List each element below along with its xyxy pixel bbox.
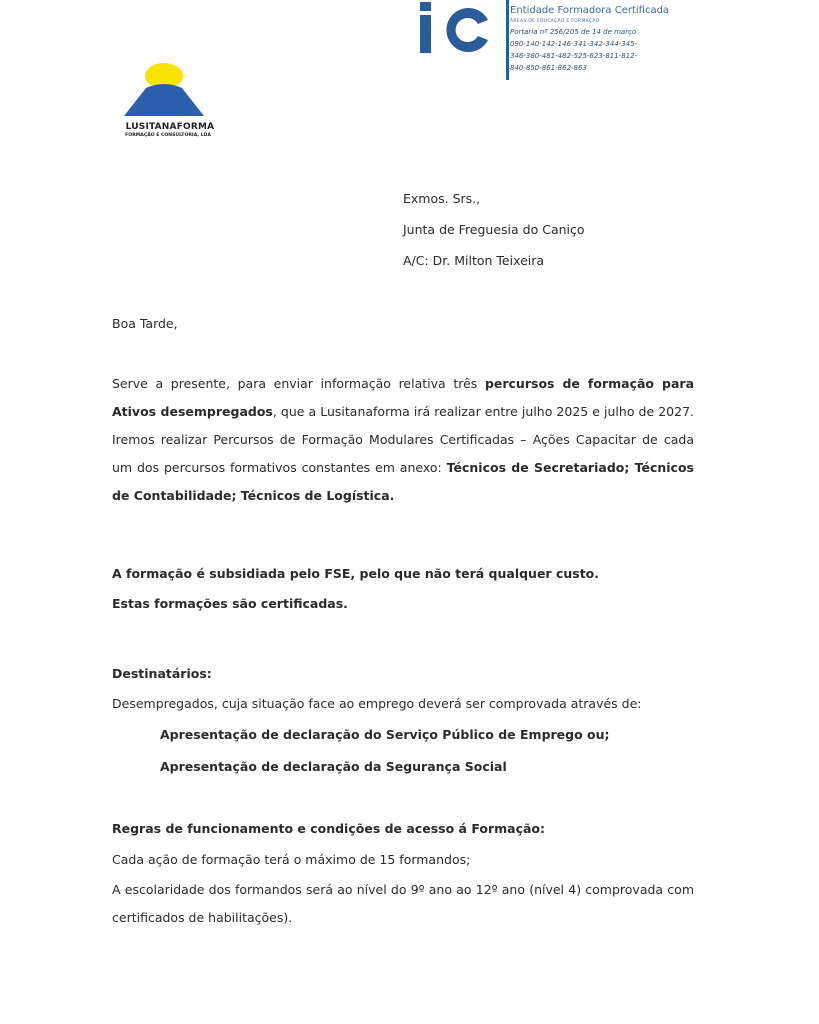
certified-note: Estas formações são certificadas.	[112, 596, 348, 611]
certification-logo	[418, 0, 678, 82]
cert-title: Entidade Formadora Certificada	[510, 5, 670, 16]
subsidy-note: A formação é subsidiada pelo FSE, pelo que não terá qualquer custo.	[112, 566, 600, 581]
certification-text	[510, 4, 680, 74]
cert-codes-2: 346-380-481-482-525-623-811-812-	[510, 52, 638, 60]
ic-logo-graphic	[418, 0, 496, 56]
logo-sun-mountain-icon	[118, 58, 218, 122]
company-logo	[118, 58, 228, 142]
recipient-attention: A/C: Dr. Milton Teixeira	[403, 253, 545, 268]
company-name: LUSITANAFORMA	[125, 122, 215, 132]
recipients-item-2: Apresentação de declaração da Segurança Social	[160, 759, 507, 774]
recipients-description: Desempregados, cuja situação face ao emprego deverá ser comprovada através de:	[112, 696, 642, 711]
recipient-block	[403, 185, 733, 275]
cert-subtitle: ÁREAS DE EDUCAÇÃO E FORMAÇÃO	[510, 19, 600, 24]
ic-divider	[506, 0, 509, 80]
intro-text-c: , que a Lusitanaforma irá realizar entre julho 2025 e julho de 2027. Iremos realizar Percursos de Formação Modulares Certificadas – Ações Capacitar de cada um dos percursos formativos constantes em anexo:	[112, 404, 694, 475]
recipient-salutation: Exmos. Srs.,	[403, 191, 481, 206]
cert-codes-1: 090-140-142-146-341-342-344-345-	[510, 40, 638, 48]
recipients-item-1: Apresentação de declaração do Serviço Público de Emprego ou;	[160, 727, 610, 742]
intro-text-bold-courses: percursos de formação para Ativos desempregados	[112, 376, 695, 419]
rules-heading: Regras de funcionamento e condições de acesso á Formação:	[112, 821, 545, 836]
rules-line-1: Cada ação de formação terá o máximo de 15 formandos;	[112, 852, 471, 867]
intro-paragraph	[112, 370, 694, 510]
recipients-heading: Destinatários:	[112, 666, 212, 681]
cert-codes-3: 840-850-861-862-863	[510, 64, 587, 72]
greeting: Boa Tarde,	[112, 316, 178, 331]
intro-text-bold-list: Técnicos de Secretariado; Técnicos de Contabilidade; Técnicos de Logística.	[112, 460, 694, 503]
recipient-organization: Junta de Freguesia do Caniço	[403, 222, 585, 237]
cert-portaria: Portaria nº 256/205 de 14 de março	[510, 28, 637, 36]
rules-line-2: A escolaridade dos formandos será ao nível do 9º ano ao 12º ano (nível 4) comprovada com certificados de habilitações).	[112, 882, 694, 925]
company-subtitle: FORMAÇÃO E CONSULTORIA, LDA	[125, 133, 211, 138]
intro-text-a: Serve a presente, para enviar informação relativa três	[112, 376, 485, 391]
